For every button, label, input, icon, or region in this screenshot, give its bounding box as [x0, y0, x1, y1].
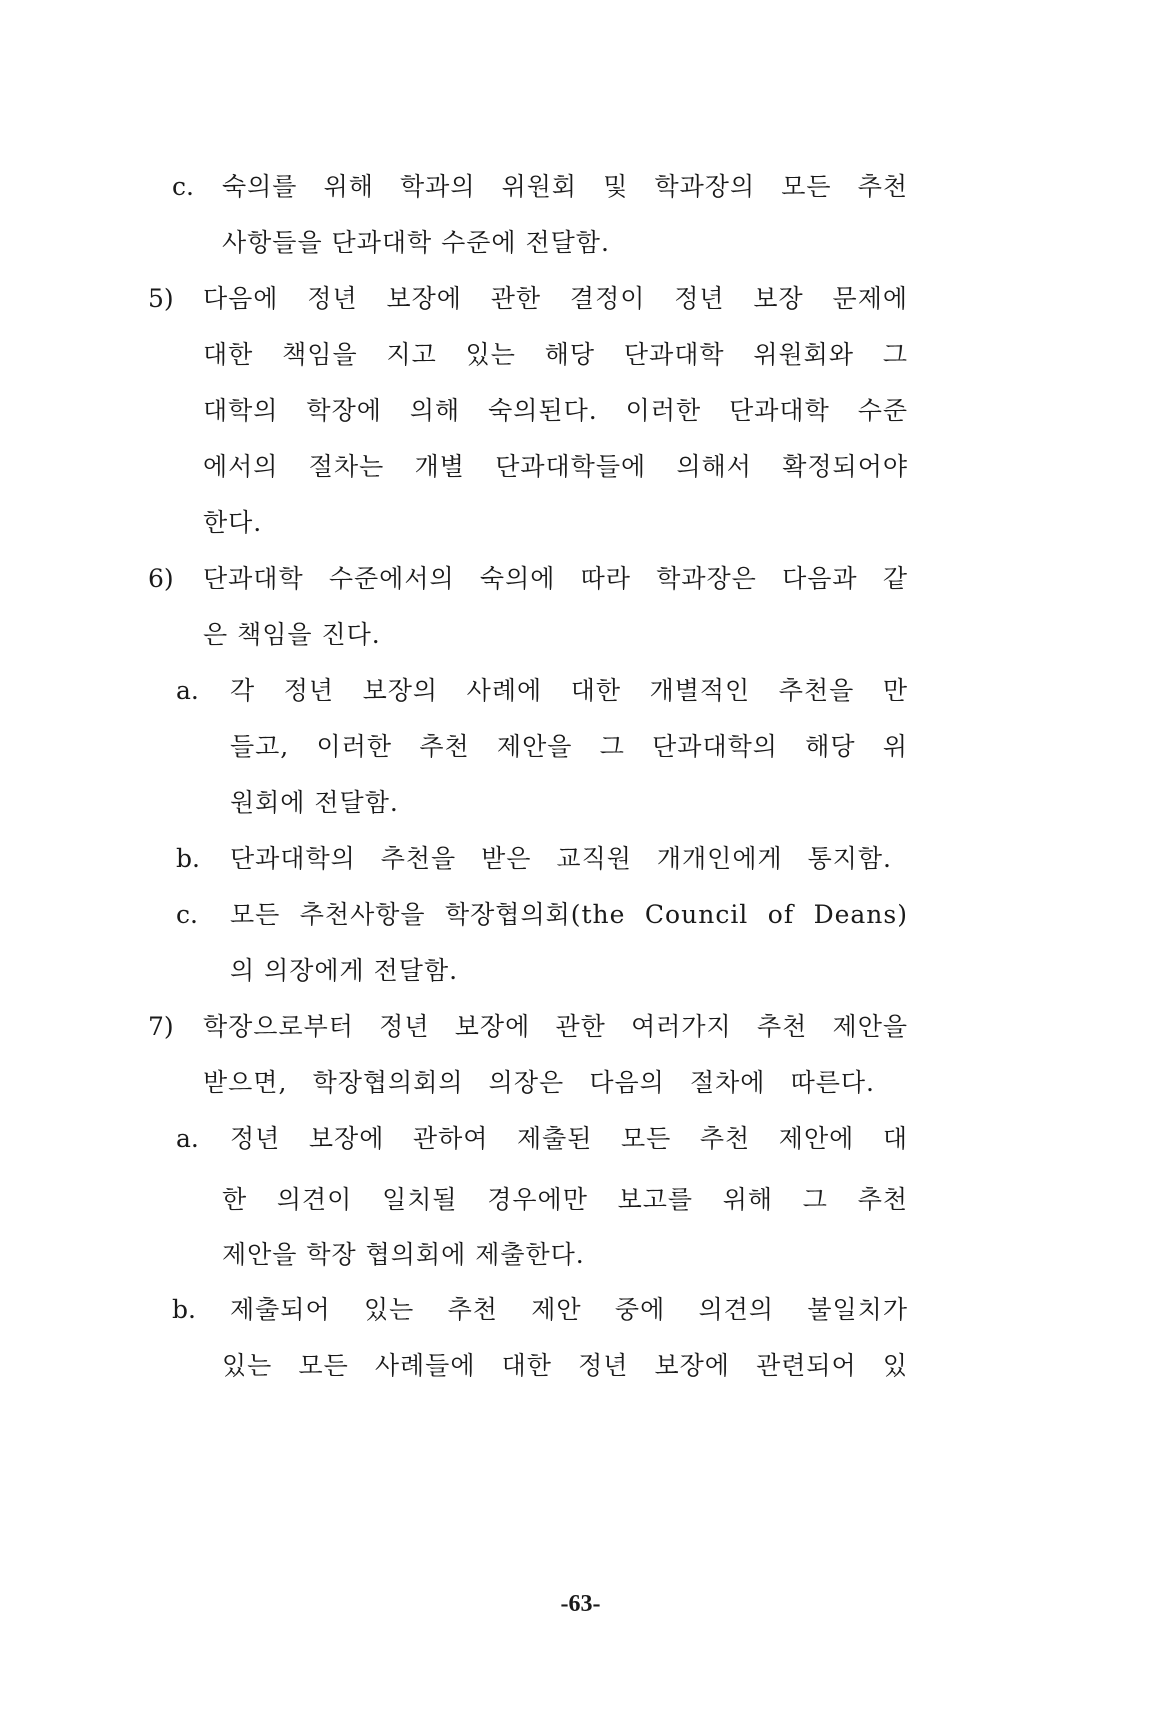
item-marker: 5) — [148, 284, 174, 313]
item-marker: b. — [172, 1295, 196, 1324]
text-line: 정년 보장에 관하여 제출된 모든 추천 제안에 대 — [230, 1124, 908, 1153]
text-line: 단과대학의 추천을 받은 교직원 개개인에게 통지함. — [230, 844, 892, 873]
item-marker: b. — [176, 844, 200, 873]
text-line: 숙의를 위해 학과의 위원회 및 학과장의 모든 추천 — [222, 172, 908, 201]
text-line: 학장으로부터 정년 보장에 관한 여러가지 추천 제안을 — [203, 1012, 908, 1041]
item-marker: a. — [176, 676, 199, 705]
text-line: 사항들을 단과대학 수준에 전달함. — [222, 228, 610, 257]
text-line: 원회에 전달함. — [230, 788, 399, 817]
item-marker: c. — [176, 900, 198, 929]
text-line: 한다. — [203, 508, 263, 537]
text-line: 제출되어 있는 추천 제안 중에 의견의 불일치가 — [230, 1295, 908, 1324]
text-line: 받으면, 학장협의회의 의장은 다음의 절차에 따른다. — [203, 1068, 875, 1097]
item-marker: a. — [176, 1124, 199, 1153]
text-line: 모든 추천사항을 학장협의회(the Council of Deans) — [230, 900, 908, 929]
text-line: 은 책임을 진다. — [203, 620, 381, 649]
text-line: 에서의 절차는 개별 단과대학들에 의해서 확정되어야 — [203, 452, 908, 481]
text-line: 대한 책임을 지고 있는 해당 단과대학 위원회와 그 — [203, 340, 908, 369]
text-line: 다음에 정년 보장에 관한 결정이 정년 보장 문제에 — [203, 284, 908, 313]
item-marker: 6) — [148, 564, 174, 593]
text-line: 제안을 학장 협의회에 제출한다. — [222, 1240, 585, 1269]
text-line: 단과대학 수준에서의 숙의에 따라 학과장은 다음과 같 — [203, 564, 908, 593]
text-line: 각 정년 보장의 사례에 대한 개별적인 추천을 만 — [230, 676, 908, 705]
text-line: 대학의 학장에 의해 숙의된다. 이러한 단과대학 수준 — [203, 396, 908, 425]
text-line: 있는 모든 사례들에 대한 정년 보장에 관련되어 있 — [222, 1351, 908, 1380]
text-line: 한 의견이 일치될 경우에만 보고를 위해 그 추천 — [222, 1185, 908, 1214]
text-line: 의 의장에게 전달함. — [230, 956, 459, 985]
item-marker: 7) — [148, 1012, 174, 1041]
text-line: 들고, 이러한 추천 제안을 그 단과대학의 해당 위 — [230, 732, 908, 761]
page-number: -63- — [560, 1591, 601, 1617]
item-marker: c. — [172, 172, 194, 201]
